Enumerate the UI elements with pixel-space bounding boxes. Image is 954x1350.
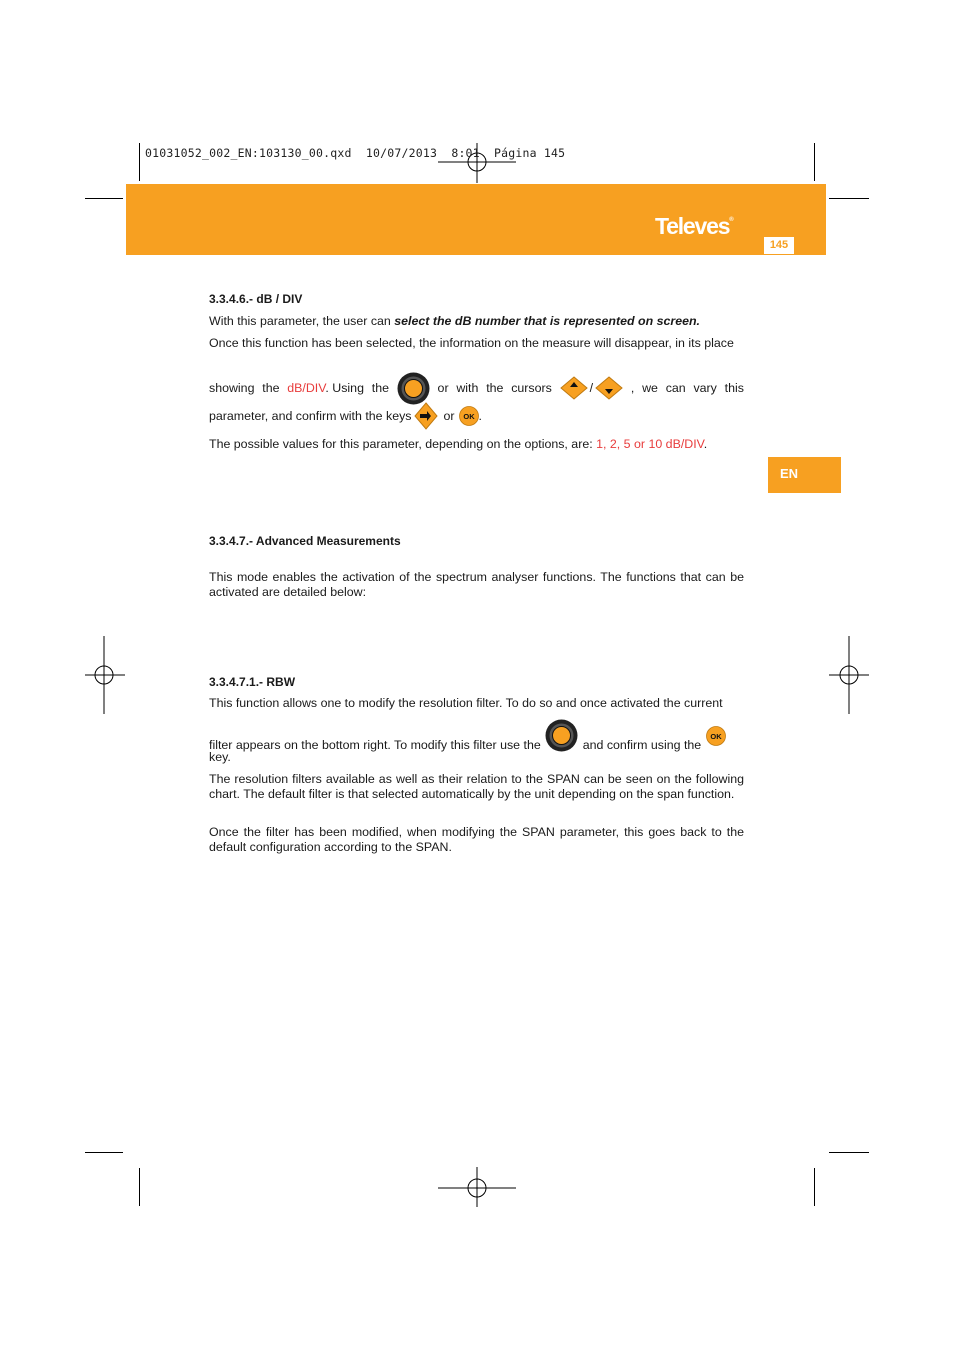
paragraph-db-div-function: Once this function has been selected, the information on the measure will disappear, in its place	[209, 336, 734, 350]
page-number: 145	[764, 237, 794, 254]
paragraph-advanced-measurements: This mode enables the activation of the spectrum analyser functions. The functions that can be activated are detailed below:	[209, 570, 744, 600]
paragraph-db-div-cursors: showing the dB/DIV. Using the or with the cursors / , we can vary this	[209, 366, 744, 410]
heading-rbw: 3.3.4.7.1.- RBW	[209, 675, 296, 689]
paragraph-db-div-values: The possible values for this parameter, depending on the options, are: 1, 2, 5 or 10 dB/DIV.	[209, 437, 708, 451]
rotary-encoder-icon	[545, 719, 578, 752]
paragraph-db-div-intro: With this parameter, the user can select the dB number that is represented on screen.	[209, 314, 700, 328]
svg-text:OK: OK	[710, 732, 722, 741]
paragraph-rbw-modify: filter appears on the bottom right. To modify this filter use the and confirm using the OK	[209, 718, 726, 752]
registration-target-left	[85, 636, 125, 714]
paragraph-db-div-confirm: parameter, and confirm with the keys or OK .	[209, 402, 482, 430]
paragraph-rbw-intro: This function allows one to modify the resolution filter. To do so and once activated the current	[209, 696, 723, 710]
ok-key-icon	[706, 726, 726, 746]
registration-target-bottom	[438, 1167, 516, 1207]
cursor-down-icon	[595, 376, 623, 400]
heading-db-div: 3.3.4.6.- dB / DIV	[209, 292, 303, 306]
ok-key-icon	[459, 406, 479, 426]
paragraph-rbw-span: Once the filter has been modified, when modifying the SPAN parameter, this goes back to the default configuration according to the SPAN.	[209, 825, 744, 855]
rotary-encoder-icon	[397, 372, 430, 405]
televes-logo: Televes®	[655, 213, 734, 239]
registration-target-right	[829, 636, 869, 714]
print-slug: 01031052_002_EN:103130_00.qxd 10/07/2013 8:01 Página 145	[145, 146, 566, 160]
language-tab: EN	[768, 457, 841, 493]
enter-key-icon	[414, 402, 438, 430]
paragraph-rbw-filters: The resolution filters available as well as their relation to the SPAN can be seen on the following chart. The default filter is that selected automatically by the unit depending on the span function.	[209, 772, 744, 802]
cursor-up-icon	[560, 376, 588, 400]
paragraph-rbw-key: key.	[209, 750, 231, 764]
heading-advanced-measurements: 3.3.4.7.- Advanced Measurements	[209, 534, 401, 548]
svg-text:OK: OK	[462, 412, 475, 421]
